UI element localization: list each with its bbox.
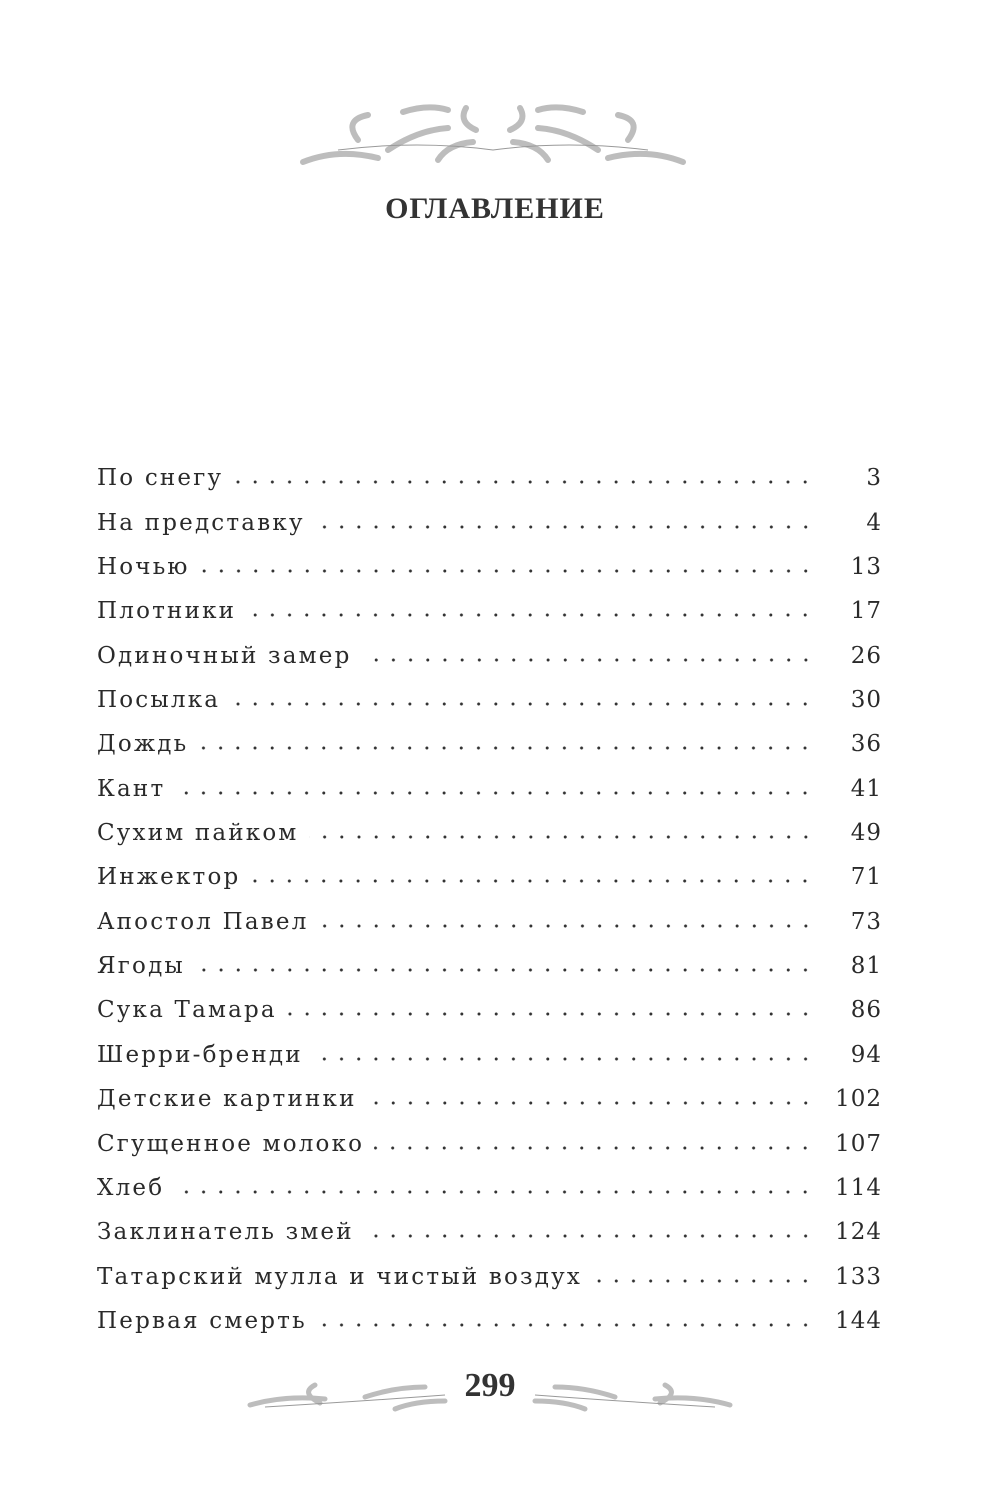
entry-title: Детские картинки bbox=[97, 1086, 357, 1113]
entry-title: Ночью bbox=[97, 554, 190, 581]
entry-title: Дождь bbox=[97, 731, 189, 758]
entry-title: Посылка bbox=[97, 687, 221, 714]
entry-page: 3 bbox=[866, 465, 882, 492]
dot-leader bbox=[174, 1189, 814, 1195]
entry-title: Кант bbox=[97, 775, 166, 802]
entry-title: Инжектор bbox=[97, 864, 241, 891]
entry-page: 17 bbox=[850, 598, 882, 625]
toc-entry bbox=[97, 757, 882, 801]
toc-entry bbox=[97, 1245, 882, 1289]
entry-page: 36 bbox=[850, 731, 882, 758]
dot-leader bbox=[250, 878, 814, 884]
dot-leader bbox=[175, 790, 814, 796]
entry-title: Шерри-бренди bbox=[97, 1041, 303, 1068]
dot-leader bbox=[592, 1278, 814, 1284]
dot-leader bbox=[195, 967, 814, 973]
entry-page: 94 bbox=[850, 1041, 882, 1068]
entry-page: 114 bbox=[835, 1174, 882, 1201]
entry-page: 107 bbox=[835, 1130, 882, 1157]
entry-title: Сука Тамара bbox=[97, 997, 277, 1024]
toc-entry bbox=[97, 935, 882, 979]
dot-leader bbox=[246, 612, 814, 618]
entry-title: Хлеб bbox=[97, 1174, 165, 1201]
toc-entry bbox=[97, 802, 882, 846]
entry-title: Сгущенное молоко bbox=[97, 1130, 365, 1157]
toc-entry bbox=[97, 447, 882, 491]
page-title: ОГЛАВЛЕНИЕ bbox=[385, 192, 605, 225]
toc-entry bbox=[97, 979, 882, 1023]
entry-page: 81 bbox=[850, 953, 882, 980]
toc-entry bbox=[97, 1068, 882, 1112]
table-of-contents bbox=[97, 447, 882, 1334]
entry-page: 144 bbox=[835, 1307, 882, 1334]
entry-title: Плотники bbox=[97, 598, 237, 625]
toc-entry bbox=[97, 1023, 882, 1067]
dot-leader bbox=[287, 1011, 814, 1017]
entry-page: 124 bbox=[835, 1219, 882, 1246]
ornament-top-icon bbox=[298, 100, 688, 172]
dot-leader bbox=[233, 479, 814, 485]
entry-title: Сухим пайком bbox=[97, 820, 299, 847]
toc-entry bbox=[97, 580, 882, 624]
toc-entry bbox=[97, 713, 882, 757]
dot-leader bbox=[309, 834, 814, 840]
entry-page: 133 bbox=[835, 1263, 882, 1290]
entry-page: 86 bbox=[850, 997, 882, 1024]
entry-title: Ягоды bbox=[97, 953, 185, 980]
dot-leader bbox=[367, 1100, 814, 1106]
dot-leader bbox=[319, 923, 814, 929]
entry-title: Заклинатель змей bbox=[97, 1219, 354, 1246]
dot-leader bbox=[364, 1233, 814, 1239]
entry-page: 13 bbox=[850, 554, 882, 581]
entry-page: 49 bbox=[850, 820, 882, 847]
toc-entry bbox=[97, 536, 882, 580]
toc-entry bbox=[97, 669, 882, 713]
dot-leader bbox=[374, 1145, 814, 1151]
entry-title: Татарский мулла и чистый воздух bbox=[97, 1263, 583, 1290]
entry-page: 41 bbox=[850, 775, 882, 802]
toc-entry bbox=[97, 491, 882, 535]
entry-page: 26 bbox=[850, 642, 882, 669]
toc-entry bbox=[97, 624, 882, 668]
toc-entry bbox=[97, 1112, 882, 1156]
dot-leader bbox=[315, 524, 814, 530]
entry-title: По снегу bbox=[97, 465, 224, 492]
entry-page: 71 bbox=[850, 864, 882, 891]
entry-page: 102 bbox=[835, 1086, 882, 1113]
dot-leader bbox=[313, 1056, 814, 1062]
entry-page: 73 bbox=[850, 908, 882, 935]
entry-title: Первая смерть bbox=[97, 1307, 307, 1334]
entry-page: 30 bbox=[850, 687, 882, 714]
toc-entry bbox=[97, 846, 882, 890]
dot-leader bbox=[198, 745, 814, 751]
dot-leader bbox=[230, 701, 814, 707]
dot-leader bbox=[362, 657, 815, 663]
toc-entry bbox=[97, 1157, 882, 1201]
entry-page: 4 bbox=[866, 509, 882, 536]
entry-title: Одиночный замер bbox=[97, 642, 352, 669]
entry-title: Апостол Павел bbox=[97, 908, 309, 935]
page-number: 299 bbox=[464, 1367, 516, 1404]
toc-entry bbox=[97, 890, 882, 934]
toc-entry bbox=[97, 1290, 882, 1334]
dot-leader bbox=[317, 1322, 814, 1328]
dot-leader bbox=[200, 568, 814, 574]
entry-title: На представку bbox=[97, 509, 305, 536]
toc-entry bbox=[97, 1201, 882, 1245]
